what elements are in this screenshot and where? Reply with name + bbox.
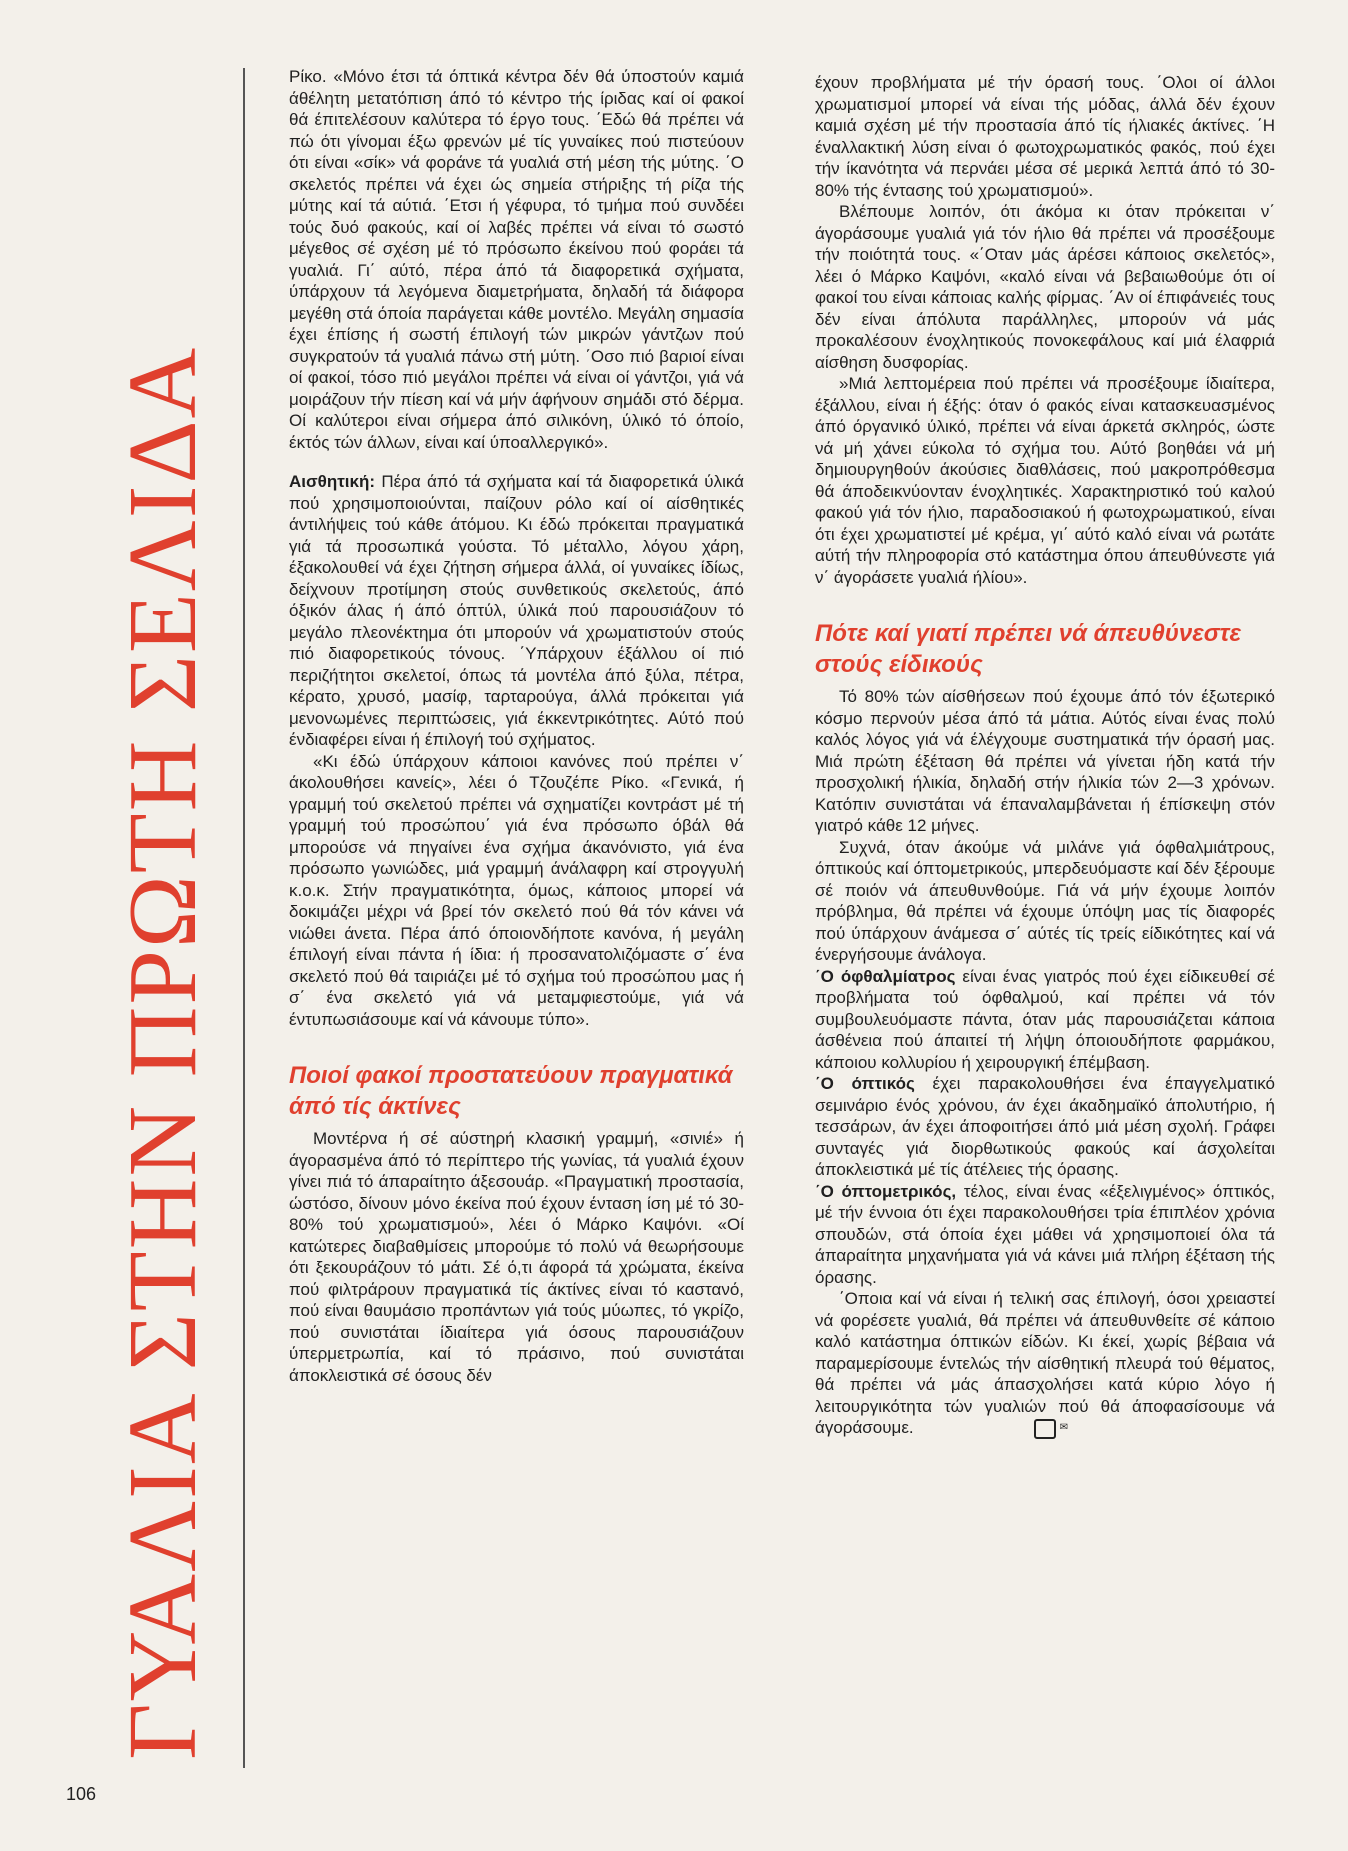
paragraph: Βλέπουμε λοιπόν, ότι άκόμα κι όταν πρόκειται ν΄ άγοράσουμε γυαλιά γιά τόν ήλιο θά πρέπει νά προσέξουμε τήν ποιότητά τους. «΄Οταν μάς άρέσει κάποιος σκελετός», λέει ό Μάρκο Καψόνι, «καλό είναι νά βεβαιωθούμε ότι οί φακοί του είναι κάποιας καλής φίρμας. ΄Αν οί έπιφάνειές τους δέν είναι άπόλυτα παράλληλες, μπορούν νά μάς προκαλέσουν ένοχλητικούς πονοκεφάλους καί μιά έλαφριά αίσθηση δυσφορίας. — [815, 202, 1275, 372]
paragraph: Μοντέρνα ή σέ αύστηρή κλασική γραμμή, «σινιέ» ή άγορασμένα άπό τό περίπτερο τής γωνίας, τά γυαλιά έχουν γίνει πιά τό άπαραίτητο άξεσουάρ. «Πραγματική προστασία, ώστόσο, δίνουν μόνο έκείνα πού έχουν ένταση ίση μέ τό 30-80% τού χρωματισμού», λέει ό Μάρκο Καψόνι. «Οί κατώτερες διαβαθμίσεις μπορούμε τό πολύ νά θεωρήσουμε ότι ξεκουράζουν τό μάτι. Σέ ό,τι άφορά τά χρώματα, έκείνα πού φιλτράρουν πραγματικά τίς άκτίνες είναι τό καστανό, πού είναι θαυμάσιο προπάντων γιά τούς μύωπες, τό γκρίζο, πού συνιστάται ίδιαίτερα γιά όσους παρουσιάζουν ύπερμετρωπία, καί τό πράσινο, πού συνιστάται άποκλειστικά σέ όσους δέν — [289, 1129, 744, 1385]
left-column — [289, 66, 744, 1386]
paragraph — [815, 1288, 1275, 1439]
paragraph-text: Πέρα άπό τά σχήματα καί τά διαφορετικά ύλικά πού χρησιμοποιούνται, παίζουν ρόλο καί οί αίσθητικές άντιλήψεις τού κάθε άτόμου. Κι έδώ πρόκειται πραγματικά γιά τά προσωπικά γούστα. Τό μέταλλο, λόγου χάρη, έξακολουθεί νά έχει ζήτηση σήμερα άλλά, οί γυναίκες ίδίως, δείχνουν προτίμηση στούς συνθετικούς σκελετούς, άπό όξικόν άλας ή άπό όπτύλ, ύλικά πού παρουσιάζουν τό μεγάλο πλεονέκτημα ότι μπορούν νά χρωματιστούν στούς πιό διαφορετικούς τόνους. ΄Υπάρχουν έξάλλου οί πιό περιζήτητοι σκελετοί, όπως τά μοντέλα άπό ξύλα, πέτρα, κέρατο, χρυσό, μασίφ, ταρταρούγα, άλλά πρόκειται γιά μενονωμένες περιπτώσεις, γιά έκκεντρικότητες. Αύτό πού ένδιαφέρει είναι ή έπιλογή τού σχήματος. — [289, 472, 744, 749]
right-column — [815, 72, 1275, 1439]
paragraph-lead: ΄Ο όφθαλμίατρος — [815, 966, 956, 986]
paragraph: Ρίκο. «Μόνο έτσι τά όπτικά κέντρα δέν θά ύποστούν καμιά άθέλητη μετατόπιση άπό τό κέντρο τής ίριδας καί οί φακοί θά έπιτελέσουν καλύτερα τό έργο τους. ΄Εδώ θά πρέπει νά πώ ότι γίνομαι έξω φρενών μέ τίς γυναίκες πού πιστεύουν ότι είναι «σίκ» νά φοράνε τά γυαλιά στή μέση τής μύτης. ΄Ο σκελετός πρέπει νά έχει ώς σημεία στήριξης τή ρίζα τής μύτης καί τά αύτιά. ΄Ετσι ή γέφυρα, τό τμήμα πού συνδέει τούς δυό φακούς, καί οί λαβές πρέπει νά είναι τό σωστό μέγεθος σέ σχέση μέ τό πρόσωπο έκείνου πού φοράει τά γυαλιά. Γι΄ αύτό, πέρα άπό τά διαφορετικά σχήματα, ύπάρχουν τά λεγόμενα διαμετρήματα, δηλαδή τά διάφορα μεγέθη στά όποία παράγεται κάθε μοντέλο. Μεγάλη σημασία έχει έπίσης ή σωστή έπιλογή τών μικρών γάντζων πού συγκρατούν τά γυαλιά πάνω στή μύτη. ΄Οσο πιό βαριοί είναι οί φακοί, τόσο πιό μεγάλοι πρέπει νά είναι οί γάντζοι, γιά νά μοιράζουν τήν πίεση καί νά μήν άφήνουν σημάδι στό δέρμα. Οί καλύτεροι είναι σήμερα άπό σιλικόνη, ύλικό τό όποίο, έκτός τών άλλων, είναι καί ύποαλλεργικό». — [289, 67, 744, 452]
paragraph: »Μιά λεπτομέρεια πού πρέπει νά προσέξουμε ίδιαίτερα, έξάλλου, είναι ή έξής: όταν ό φακός είναι κατασκευασμένος άπό όργανικό ύλικό, πρέπει νά είναι άρκετά σκληρός, ώστε νά μή χάνει εύκολα τό σχήμα του. Αύτό βοηθάει νά μή δημιουργηθούν άκούσιες διαθλάσεις, πού μακροπρόθεσμα θά άποδεικνύονταν ένοχλητικές. Χαρακτηριστικό τού καλού φακού γιά τόν ήλιο, παραδοσιακού ή φωτοχρωματικού, είναι ότι έχει χρωματιστεί μέ κρέμα, γι΄ αύτό καλό είναι νά ρωτάτε αύτή τήν πληροφορία στό κατάστημα όπου άπευθύνεστε γιά ν΄ άγοράσετε γυαλιά ήλίου». — [815, 374, 1275, 587]
subheading: Πότε καί γιατί πρέπει νά άπευθύνεστε στούς είδικούς — [815, 620, 1241, 678]
paragraph-text: έχει παρακολουθήσει ένα έπαγγελματικό σεμινάριο ένός χρόνου, άν έχει άκαδημαϊκό άπολυτήριο, ή τεσσάρων, άν έχει άποφοιτήσει άπό μιά μέση σχολή. Γράφει συνταγές γιά διορθωτικούς φακούς καί άσχολείται άποκλειστικά μέ τίς άτέλειες τής όρασης. — [815, 1074, 1275, 1179]
paragraph: Συχνά, όταν άκούμε νά μιλάνε γιά όφθαλμιάτρους, όπτικούς καί όπτομετρικούς, μπερδευόμαστε καί δέν ξέρουμε σέ ποιόν νά άπευθυνθούμε. Γιά νά μήν έχουμε λοιπόν πρόβλημα, θά πρέπει νά έχουμε ύπόψη μας τίς διαφορές πού ύπάρχουν άνάμεσα σ΄ αύτές τίς τρείς είδικότητες καί νά ένεργήσουμε άνάλογα. — [815, 837, 1275, 964]
paragraph-text: είναι ένας γιατρός πού έχει είδικευθεί σέ προβλήματα τού όφθαλμού, καί πρέπει νά τόν συμβουλευόμαστε πάντα, όταν μάς παρουσιάζεται κάποια άσθένεια πού άπαιτεί τή λήψη όποιουδήποτε φαρμάκου, κάποιου κολλυρίου ή χειρουργική έπέμβαση. — [815, 966, 1275, 1072]
paragraph: έχουν προβλήματα μέ τήν όρασή τους. ΄Ολοι οί άλλοι χρωματισμοί μπορεί νά είναι τής μόδας, άλλά δέν έχουν καμιά σχέση μέ τήν προστασία άπό τίς ήλιακές άκτίνες. ΄Η έναλλακτική λύση είναι ό φωτοχρωματικός φακός, πού έχει τήν ίκανότητα νά περνάει μέσα σέ μερικά λεπτά άπό τό 30-80% τής έντασης τού χρωματισμού». — [815, 73, 1275, 200]
paragraph-lead: ΄Ο όπτικός — [815, 1074, 915, 1093]
paragraph-text: ΄Οποια καί νά είναι ή τελική σας έπιλογή, όσοι χρειαστεί νά φορέσετε γυαλιά, θά πρέπει νά άπευθυνθείτε σέ κάποιο καλό κατάστημα όπτικών είδών. Κι έκεί, χωρίς βέβαια νά παραμερίσουμε έντελώς τήν αίσθητική πλευρά τού θέματος, θά πρέπει νά μάς άπασχολήσει κατά κύριο λόγο ή λειτουργικότητα τών γυαλιών πού θά άποφασίσουμε νά άγοράσουμε. — [815, 1289, 1275, 1437]
paragraph-text: τέλος, είναι ένας «έξελιγμένος» όπτικός, μέ τήν έννοια ότι έχει παρακολουθήσει τρία έπιπλέον χρόνια σπουδών, στά όποία έχει μάθει νά χρησιμοποιεί όλα τά άπαραίτητα μηχανήματα γιά νά κάνει μιά πλήρη έξέταση τής όρασης. — [815, 1181, 1275, 1287]
paragraph — [815, 966, 1275, 1074]
paragraph — [815, 1181, 1275, 1289]
paragraph: Τό 80% τών αίσθήσεων πού έχουμε άπό τόν έξωτερικό κόσμο περνούν μέσα άπό τά μάτια. Αύτός είναι ένας πολύ καλός λόγος γιά νά έλέγχουμε συστηματικά τήν όρασή μας. Μιά πρώτη έξέταση θά πρέπει νά γίνεται ήδη κατά τήν προσχολική ήλικία, δηλαδή στήν ήλικία τών 2—3 χρόνων. Κατόπιν συνιστάται νά έπαναλαμβάνεται ή έπίσκεψη στόν γιατρό κάθε 12 μήνες. — [815, 687, 1275, 835]
paragraph — [815, 1073, 1275, 1181]
paragraph — [289, 471, 744, 751]
column-rule — [243, 68, 245, 1768]
page-number: 106 — [66, 1784, 97, 1804]
paragraph-lead: ΄Ο όπτομετρικός, — [815, 1181, 957, 1201]
end-mark-icon: ✉ — [1034, 1419, 1056, 1439]
section-title: ΓΥΑΛΙΑ ΣΤΗΝ ΠΡΩΤΗ ΣΕΛΙΔΑ — [109, 345, 217, 1760]
subheading: Ποιοί φακοί προστατεύουν πραγματικά άπό τίς άκτίνες — [289, 1062, 733, 1120]
paragraph-lead: Αισθητική: — [289, 472, 376, 491]
paragraph: «Κι έδώ ύπάρχουν κάποιοι κανόνες πού πρέπει ν΄ άκολουθήσει κανείς», λέει ό Τζουζέπε Ρίκο. «Γενικά, ή γραμμή τού σκελετού πρέπει νά σχηματίζει κοντράστ μέ τή γραμμή τού προσώπου΄ γιά ένα πρόσωπο όβάλ θά μπορούσε νά πηγαίνει ένα σχήμα άκανόνιστο, γιά ένα πρόσωπο γωνιώδες, μιά γραμμή άνάλαφρη καί στρογγυλή κ.ο.κ. Στήν πραγματικότητα, όμως, κάποιος μπορεί νά δοκιμάζει μέχρι νά βρεί τόν σκελετό πού θά τόν κάνει νά νιώθει άνετα. Πέρα άπό όποιονδήποτε κανόνα, ή μεγάλη έπιλογή είναι πάντα ή ίδια: ή προσανατολιζόμαστε σ΄ ένα σκελετό πού θά ταιριάζει μέ τό σχήμα τού προσώπου μας ή σ΄ ένα σκελετό γιά νά μεταμφιεστούμε, γιά νά έντυπωσιάσουμε καί νά κάνουμε τύπο». — [289, 751, 744, 1029]
